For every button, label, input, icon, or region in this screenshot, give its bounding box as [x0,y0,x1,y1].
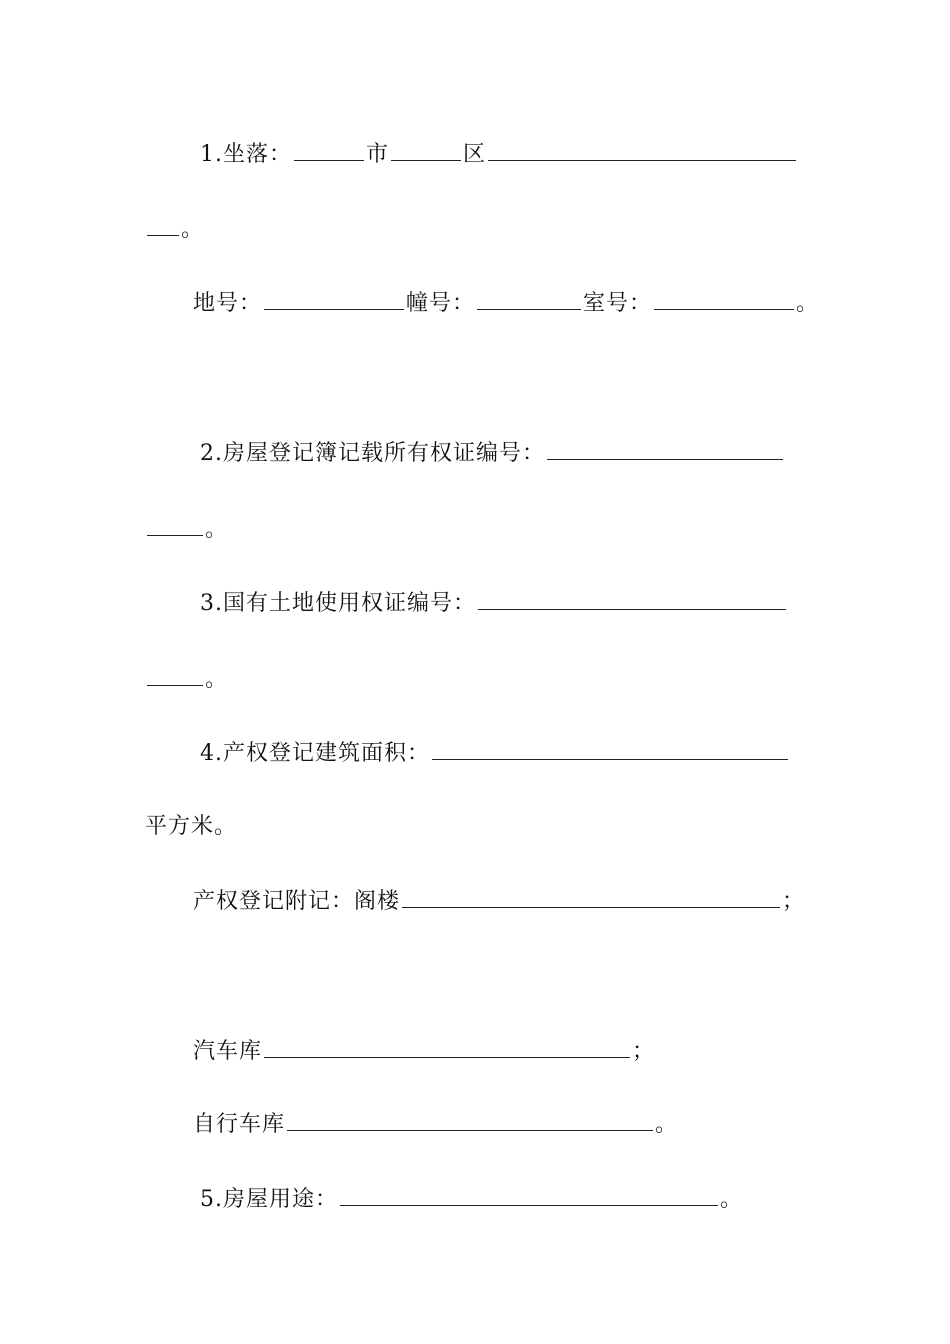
item-2-continuation [145,513,228,545]
item-1-location [200,138,798,170]
field-label: 产权登记附记：阁楼 [193,889,401,914]
plot-label: 地号： [193,291,263,316]
item-5-usage [200,1183,743,1215]
attic-blank[interactable] [402,885,780,908]
item-number: 2. [200,441,223,466]
garage-blank[interactable] [264,1035,630,1058]
item-number: 3. [200,591,223,616]
plot-blank[interactable] [264,287,404,310]
item-2-certificate [200,437,785,469]
field-label: 坐落： [223,142,293,167]
line-end: 。 [796,291,820,316]
field-label: 国有土地使用权证编号： [223,591,477,616]
field-label: 房屋登记簿记载所有权证编号： [223,441,546,466]
bike-garage-note [193,1108,678,1140]
item-number: 5. [200,1187,223,1212]
item-3-continuation [145,663,228,695]
area-unit: 平方米。 [145,814,238,839]
field-label: 产权登记建筑面积： [223,741,431,766]
city-label: 市 [366,142,390,167]
line-end: 。 [720,1187,744,1212]
item-4-area [200,737,790,769]
line-end: 。 [205,517,229,542]
attic-note [193,885,805,917]
address-blank[interactable] [488,138,796,161]
district-label: 区 [463,142,487,167]
item-1-continuation [145,213,204,245]
line-end: 。 [655,1112,679,1137]
certificate-blank-cont[interactable] [147,513,203,536]
building-label: 幢号： [406,291,476,316]
item-number: 1. [200,142,223,167]
city-blank[interactable] [294,138,364,161]
item-1-numbers [193,287,819,319]
item-4-unit [145,812,237,842]
item-number: 4. [200,741,223,766]
building-blank[interactable] [477,287,581,310]
item-3-land-certificate [200,587,788,619]
field-label: 汽车库 [193,1039,263,1064]
room-blank[interactable] [654,287,794,310]
field-label: 自行车库 [193,1112,286,1137]
bike-garage-blank[interactable] [287,1108,653,1131]
line-end: ； [632,1039,656,1064]
district-blank[interactable] [391,138,461,161]
area-blank[interactable] [432,737,788,760]
room-label: 室号： [583,291,653,316]
field-label: 房屋用途： [223,1187,339,1212]
line-end: 。 [181,217,205,242]
line-end: ； [782,889,806,914]
land-certificate-blank[interactable] [478,587,786,610]
usage-blank[interactable] [340,1183,718,1206]
garage-note [193,1035,655,1067]
line-end: 。 [205,667,229,692]
certificate-blank[interactable] [547,437,783,460]
land-certificate-blank-cont[interactable] [147,663,203,686]
address-blank-cont[interactable] [147,213,179,236]
